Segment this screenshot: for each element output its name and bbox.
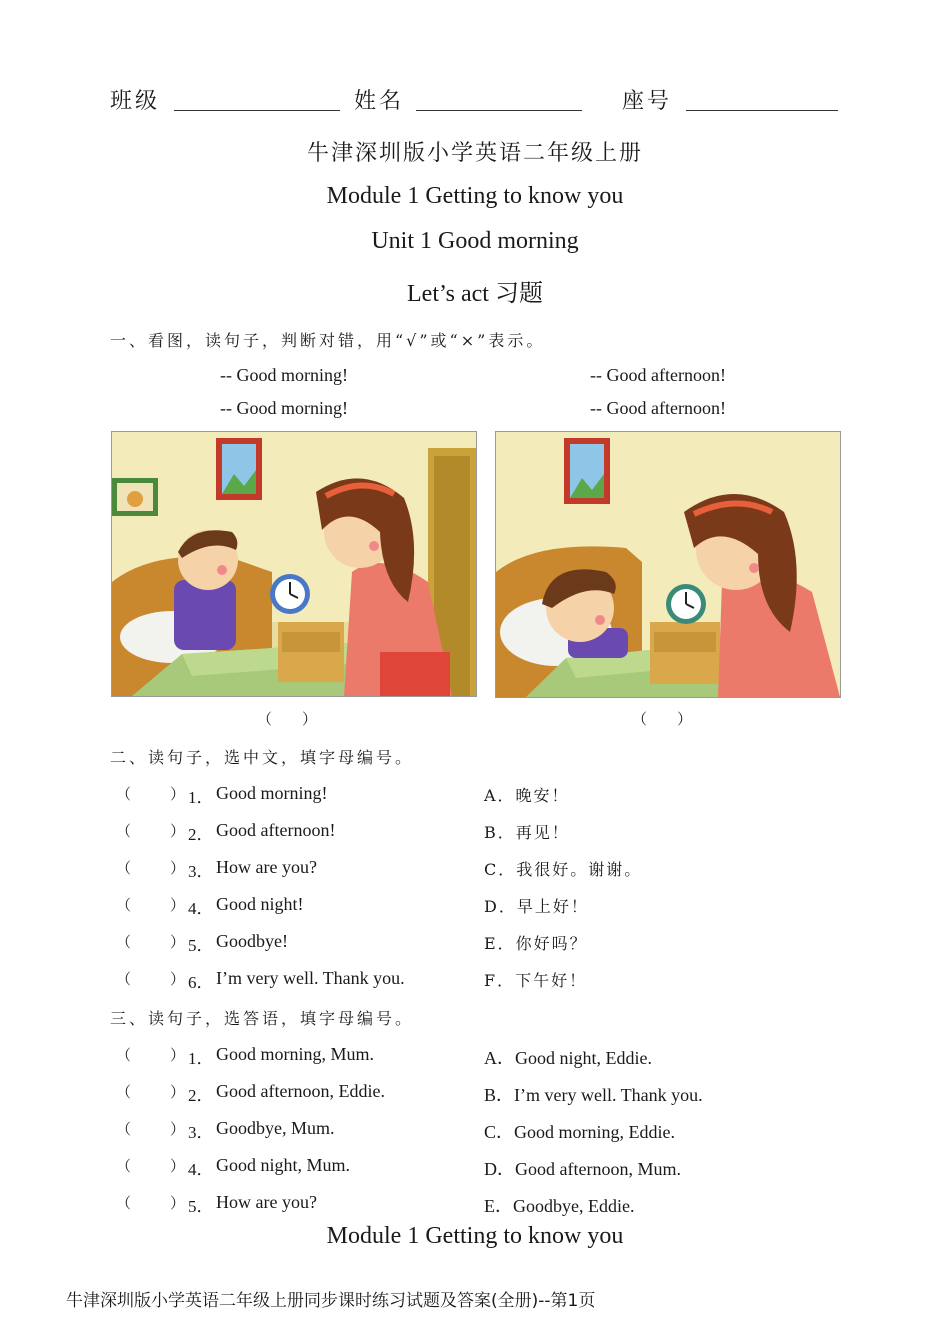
answer-box-picture1[interactable]: （ ） [257, 710, 318, 728]
answer-blank-close: ） [170, 896, 186, 914]
item-number: 2． [188, 825, 214, 844]
option-text: C．我很好。谢谢。 [484, 860, 643, 879]
section3-item-2 [116, 1081, 856, 1107]
section2-instruction: 二、读句子，选中文，填字母编号。 [110, 748, 415, 767]
module-title: Module 1 Getting to know you [326, 183, 624, 209]
option-text: B．I’m very well. Thank you. [484, 1085, 703, 1105]
class-blank[interactable] [174, 84, 340, 111]
picture-boy-waking [111, 431, 477, 697]
item-number: 4． [188, 1160, 214, 1179]
answer-blank-close: ） [170, 1083, 186, 1101]
unit-title: Unit 1 Good morning [371, 228, 579, 254]
dialog-right-2: -- Good afternoon! [590, 398, 726, 418]
section2-item-4 [116, 894, 856, 920]
answer-blank-close: ） [170, 785, 186, 803]
question-text: How are you? [216, 857, 317, 877]
section2-item-3 [116, 857, 856, 883]
page-footer: 牛津深圳版小学英语二年级上册同步课时练习试题及答案(全册)--第1页 [66, 1291, 596, 1311]
item-number: 2． [188, 1086, 214, 1105]
option-text: E．你好吗？ [484, 934, 588, 953]
class-label: 班级 [110, 89, 161, 114]
option-text: B．再见！ [484, 823, 570, 842]
answer-blank-close: ） [170, 1194, 186, 1212]
answer-blank-open[interactable]: （ [116, 1120, 132, 1138]
answer-blank-open[interactable]: （ [116, 896, 132, 914]
section3-instruction: 三、读句子，选答语，填字母编号。 [110, 1009, 415, 1028]
question-text: I’m very well. Thank you. [216, 968, 405, 988]
bedroom-afternoon-illustration [496, 432, 840, 697]
section2-item-1 [116, 783, 856, 809]
option-text: A．Good night, Eddie. [484, 1048, 652, 1068]
option-text: C．Good morning, Eddie. [484, 1122, 675, 1142]
seat-label: 座号 [622, 89, 673, 114]
question-text: Good morning, Mum. [216, 1044, 375, 1064]
lesson-title: Let’s act 习题 [407, 281, 543, 307]
section3-item-5 [116, 1192, 856, 1218]
question-text: How are you? [216, 1192, 317, 1212]
module-title-repeat: Module 1 Getting to know you [326, 1223, 624, 1249]
name-label: 姓名 [354, 89, 405, 114]
item-number: 5． [188, 936, 214, 955]
bedroom-morning-illustration [112, 432, 476, 696]
item-number: 1． [188, 1049, 214, 1068]
question-text: Good afternoon! [216, 820, 336, 840]
section3-item-3 [116, 1118, 856, 1144]
section3-item-4 [116, 1155, 856, 1181]
option-text: D．早上好！ [484, 897, 589, 916]
picture-boy-asleep [495, 431, 841, 698]
answer-blank-close: ） [170, 933, 186, 951]
item-number: 1． [188, 788, 214, 807]
question-text: Goodbye, Mum. [216, 1118, 335, 1138]
question-text: Good afternoon, Eddie. [216, 1081, 385, 1101]
answer-blank-open[interactable]: （ [116, 970, 132, 988]
answer-blank-close: ） [170, 1120, 186, 1138]
option-text: A．晚安！ [484, 786, 570, 805]
question-text: Good night, Mum. [216, 1155, 351, 1175]
answer-blank-open[interactable]: （ [116, 1083, 132, 1101]
answer-blank-open[interactable]: （ [116, 822, 132, 840]
section1-instruction: 一、看图，读句子，判断对错，用“√”或“×”表示。 [110, 331, 546, 350]
answer-blank-open[interactable]: （ [116, 1194, 132, 1212]
answer-blank-open[interactable]: （ [116, 933, 132, 951]
option-text: E．Goodbye, Eddie. [484, 1196, 635, 1216]
section3-item-1 [116, 1044, 856, 1070]
answer-blank-close: ） [170, 970, 186, 988]
answer-box-picture2[interactable]: （ ） [632, 710, 693, 728]
option-text: F．下午好！ [484, 971, 588, 990]
question-text: Goodbye! [216, 931, 288, 951]
answer-blank-open[interactable]: （ [116, 785, 132, 803]
dialog-left-1: -- Good morning! [220, 365, 348, 385]
dialog-left-2: -- Good morning! [220, 398, 348, 418]
section2-item-5 [116, 931, 856, 957]
book-title: 牛津深圳版小学英语二年级上册 [306, 141, 643, 166]
answer-blank-open[interactable]: （ [116, 1157, 132, 1175]
item-number: 4． [188, 899, 214, 918]
name-blank[interactable] [416, 84, 582, 111]
section2-item-6 [116, 968, 856, 994]
option-text: D．Good afternoon, Mum. [484, 1159, 681, 1179]
question-text: Good morning! [216, 783, 328, 803]
item-number: 6． [188, 973, 214, 992]
answer-blank-close: ） [170, 822, 186, 840]
answer-blank-open[interactable]: （ [116, 859, 132, 877]
answer-blank-close: ） [170, 1046, 186, 1064]
answer-blank-open[interactable]: （ [116, 1046, 132, 1064]
student-info-row [110, 84, 850, 118]
item-number: 3． [188, 862, 214, 881]
answer-blank-close: ） [170, 859, 186, 877]
seat-blank[interactable] [686, 84, 838, 111]
item-number: 3． [188, 1123, 214, 1142]
dialog-right-1: -- Good afternoon! [590, 365, 726, 385]
answer-blank-close: ） [170, 1157, 186, 1175]
item-number: 5． [188, 1197, 214, 1216]
question-text: Good night! [216, 894, 304, 914]
section2-item-2 [116, 820, 856, 846]
